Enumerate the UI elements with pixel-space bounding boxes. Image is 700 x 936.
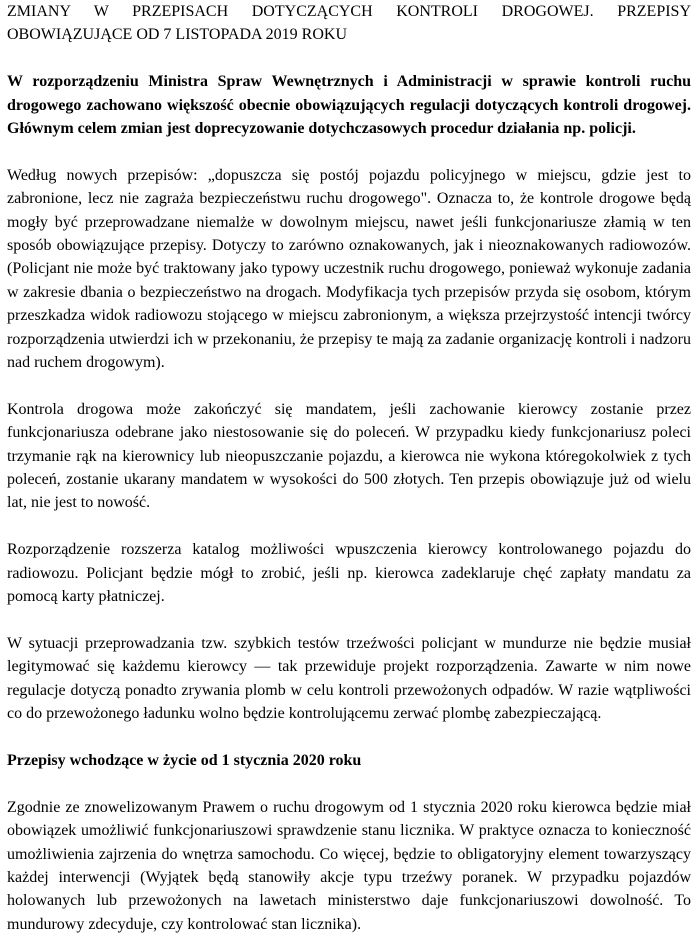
article-title: ZMIANY W PRZEPISACH DOTYCZĄCYCH KONTROLI DROGOWEJ. PRZEPISY OBOWIĄZUJĄCE OD 7 LISTOPADA 2019 ROKU [7, 3, 691, 44]
article-lead: W rozporządzeniu Ministra Spraw Wewnętrznych i Administracji w sprawie kontroli ruchu drogowego zachowano większość obecnie obowiązujących regulacji dotyczących kontroli drogowej. Głównym celem zmian jest doprecyzowanie dotychczasowych procedur działania np. policji. [7, 73, 691, 138]
paragraph-odometer: Zgodnie ze znowelizowanym Prawem o ruchu drogowym od 1 stycznia 2020 roku kierowca będzie miał obowiązek umożliwić funkcjonariuszowi sprawdzenie stanu licznika. W praktyce oznacza to konieczność umożliwienia zajrzenia do wnętrza samochodu. Co więcej, będzie to obligatoryjny element towarzyszący każdej interwencji (Wyjątek będą stanowiły akcje typu trzeźwy poranek. W przypadku pojazdów holowanych lub przewożonych na lawetach ministerstwo daje funkcjonariuszowi dowolność. To mundurowy zdecyduje, czy kontrolować stan licznika). [7, 798, 691, 933]
paragraph-police-car: Rozporządzenie rozszerza katalog możliwości wpuszczenia kierowcy kontrolowanego pojazdu do radiowozu. Policjant będzie mógł to zrobić, jeśli np. kierowca zadeklaruje chęć zapłaty mandatu za pomocą karty płatniczej. [7, 541, 691, 606]
paragraph-sobriety-tests: W sytuacji przeprowadzania tzw. szybkich testów trzeźwości policjant w mundurze nie będzie musiał legitymować się każdemu kierowcy — tak przewiduje projekt rozporządzenia. Zawarte w nim nowe regulacje dotyczą ponadto zrywania plomb w celu kontroli przewożonych odpadów. W razie wątpliwości co do przewożonego ładunku wolno będzie kontrolującemu zerwać plombę zabezpieczającą. [7, 634, 691, 723]
paragraph-fines: Kontrola drogowa może zakończyć się mandatem, jeśli zachowanie kierowcy zostanie przez funkcjonariusza odebrane jako niestosowanie się do poleceń. W przypadku kiedy funkcjonariusz poleci trzymanie rąk na kierownicy lub nieopuszczanie pojazdu, a kierowca nie wykona któregokolwiek z tych poleceń, zostanie ukarany mandatem w wysokości do 500 złotych. Ten przepis obowiązuje już od wielu lat, nie jest to nowość. [7, 400, 691, 512]
paragraph-parking: Według nowych przepisów: „dopuszcza się postój pojazdu policyjnego w miejscu, gdzie jest to zabronione, lecz nie zagraża bezpieczeństwu ruchu drogowego". Oznacza to, że kontrole drogowe będą mogły być przeprowadzane niemalże w dowolnym miejscu, nawet jeśli funkcjonariusze złamią w ten sposób obowiązujące przepisy. Dotyczy to zarówno oznakowanych, jak i nieoznakowanych radiowozów. (Policjant nie może być traktowany jako typowy uczestnik ruchu drogowego, ponieważ wykonuje zadania w zakresie dbania o bezpieczeństwo na drogach. Modyfikacja tych przepisów przyda się osobom, którym przeszkadza widok radiowozu stojącego w miejscu zabronionym, a większa przejrzystość intencji twórcy rozporządzenia utwierdzi ich w przekonaniu, że przepisy te mają za zadanie organizację kontroli i nadzoru nad ruchem drogowym). [7, 166, 691, 372]
section-heading-2020: Przepisy wchodzące w życie od 1 stycznia 2020 roku [7, 751, 362, 769]
